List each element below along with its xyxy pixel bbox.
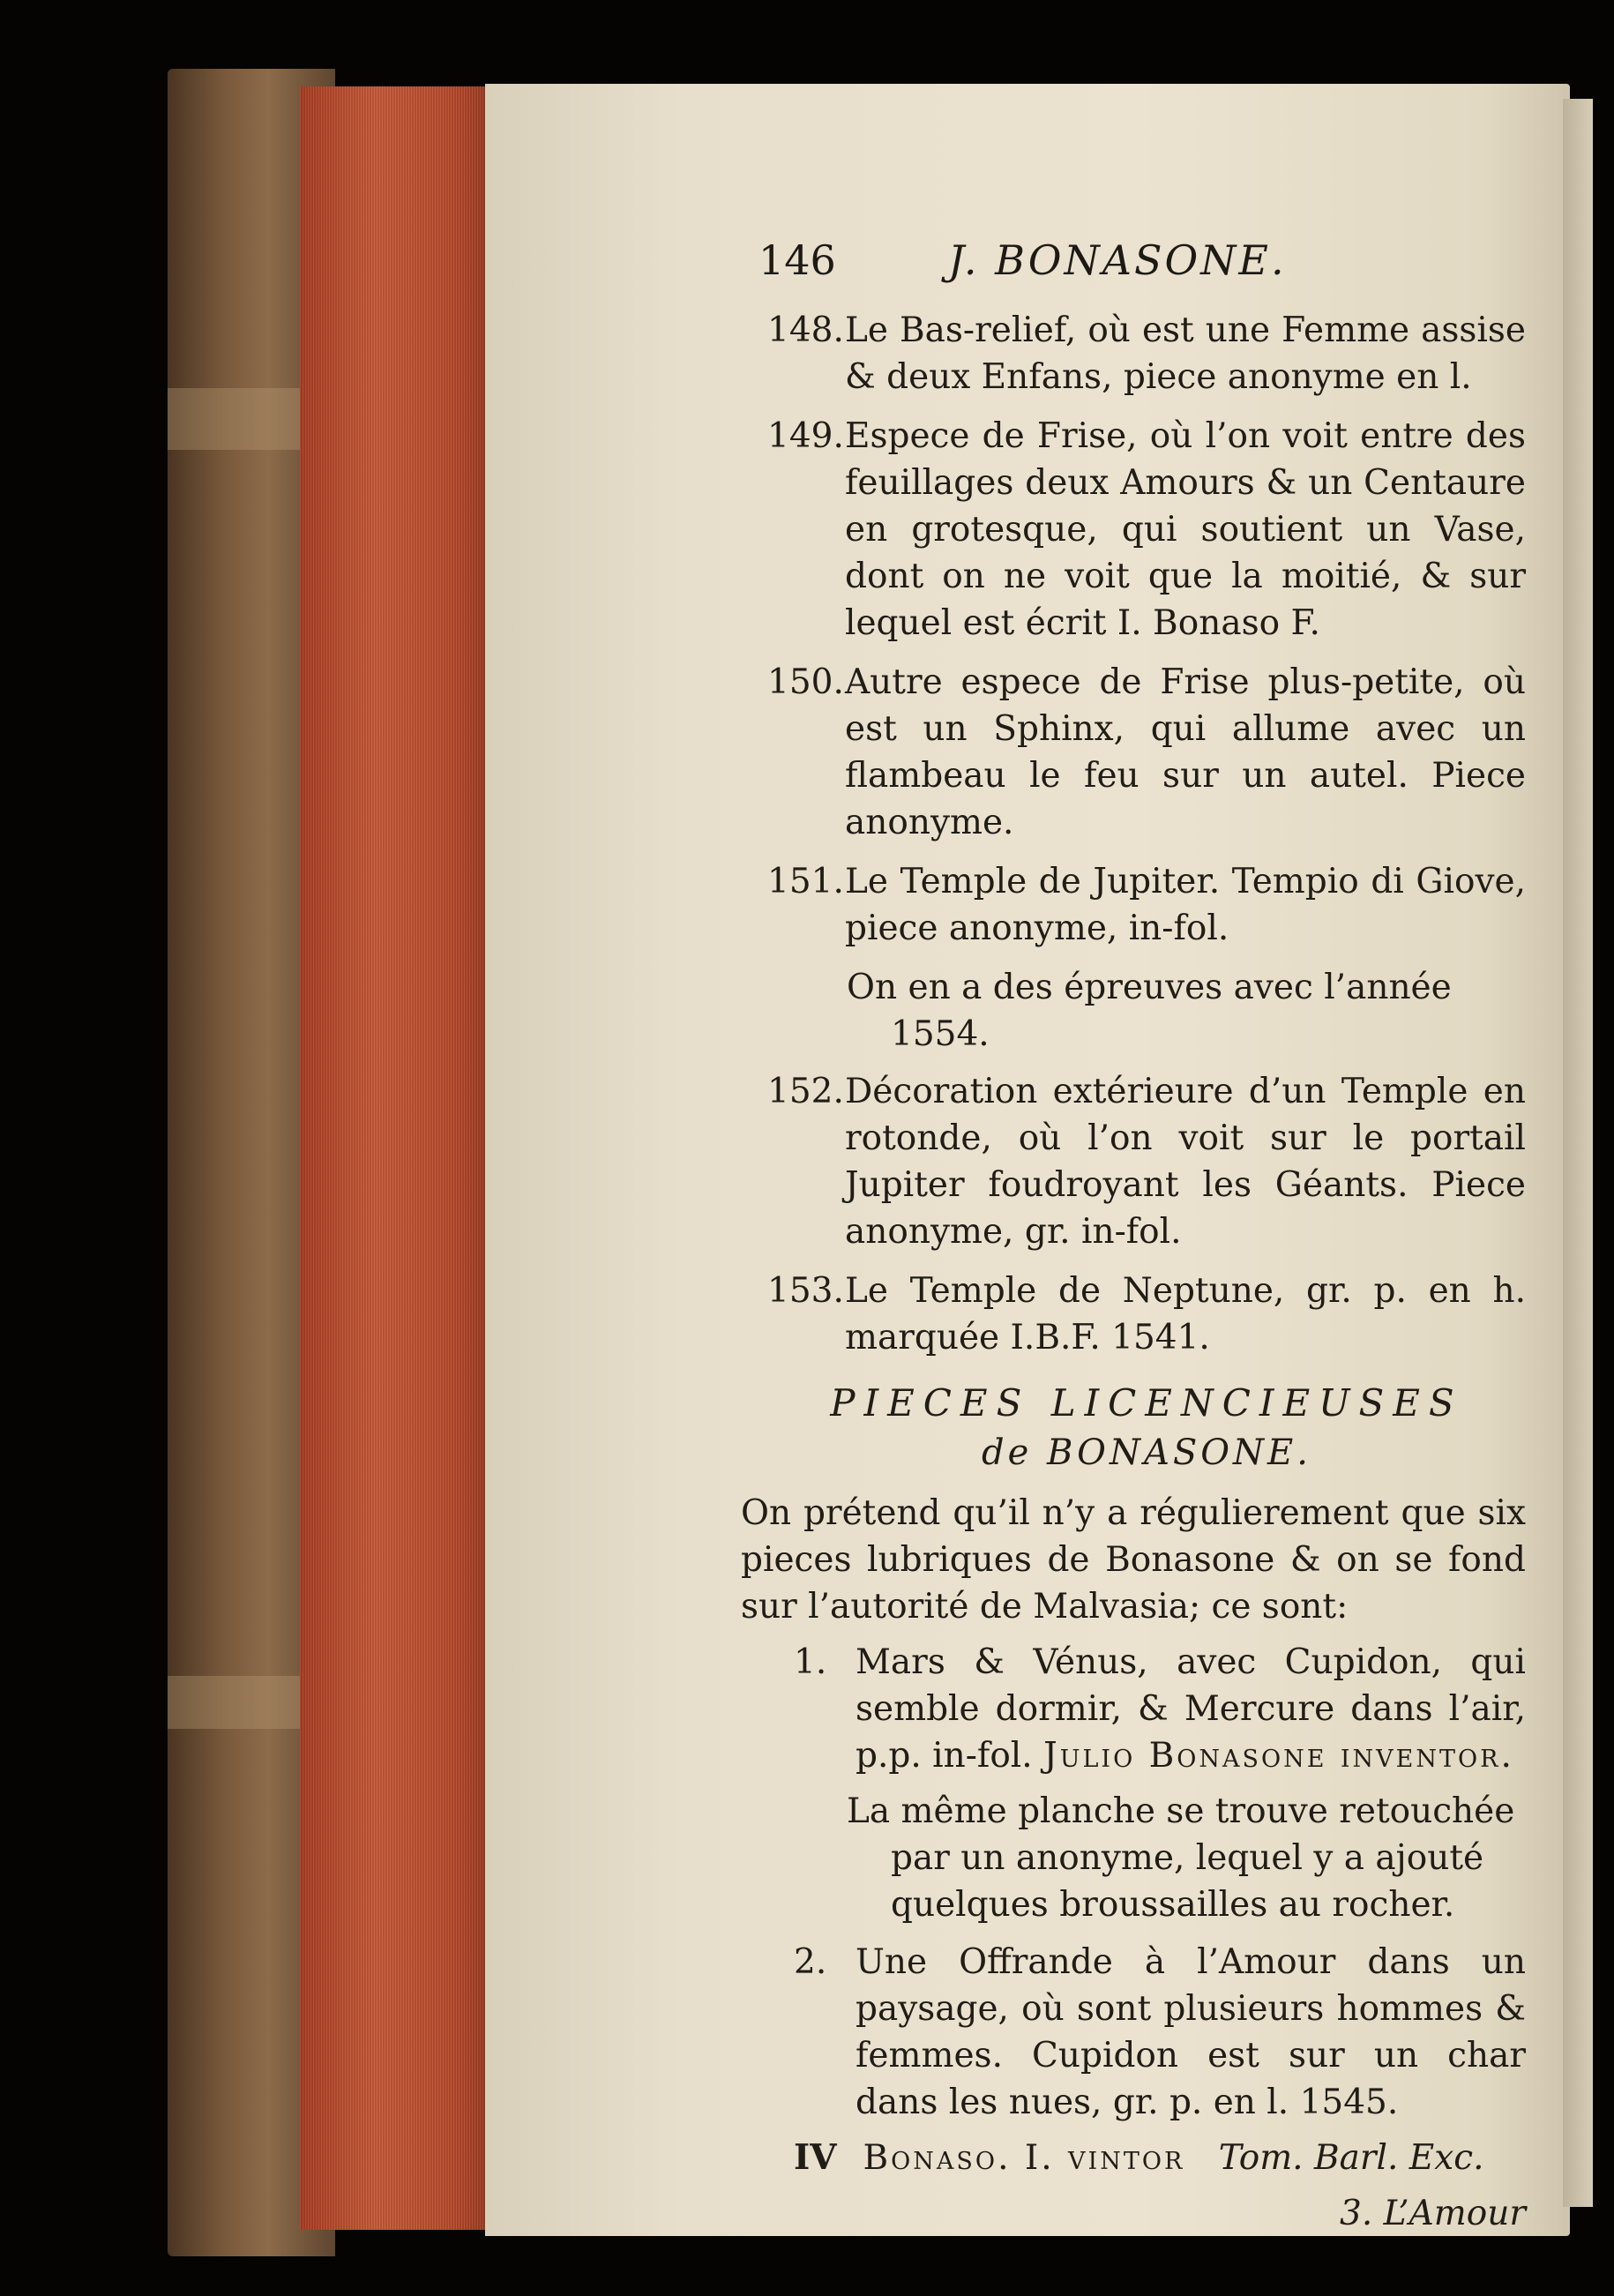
entry-number: 148. bbox=[767, 310, 844, 350]
entry-text: Décoration extérieure d’un Temple en rotonde, où l’on voit sur le portail Jupiter foudroyant les Géants. Piece anonyme, gr. in-fol. bbox=[845, 1072, 1526, 1252]
entry-number: 151. bbox=[767, 862, 844, 901]
page-text bbox=[741, 307, 1526, 2243]
catalog-entry bbox=[767, 307, 1526, 400]
entry-number: 149. bbox=[767, 416, 844, 456]
catalog-entry bbox=[767, 1068, 1526, 1255]
item-caps-inscription: Bonaso. I. vintor bbox=[863, 2138, 1185, 2178]
page-footer bbox=[767, 2190, 1526, 2243]
item-caps-inscription: Julio Bonasone inventor. bbox=[1043, 1736, 1514, 1776]
section-subtitle: de BONASONE. bbox=[982, 1432, 1311, 1473]
entry-number: 150. bbox=[767, 662, 844, 702]
entry-note: On en a des épreuves avec l’année 1554. bbox=[847, 968, 1452, 1054]
entry-number: 152. bbox=[767, 1072, 844, 1111]
catalog-entry bbox=[767, 858, 1526, 952]
list-item bbox=[767, 1639, 1526, 1779]
catalog-entry bbox=[767, 413, 1526, 647]
item-text: Mars & Vénus, avec Cupidon, qui semble dormir, & Mercure dans l’air, p.p. in-fol. bbox=[856, 1642, 1526, 1776]
list-item bbox=[767, 1939, 1526, 2126]
section-intro: On prétend qu’il n’y a régulierement que six pieces lubriques de Bonasone & on se fond sur l’autorité de Malvasia; ce sont: bbox=[741, 1493, 1526, 1627]
inscription-line bbox=[767, 2135, 1526, 2181]
entry-text: Le Bas-relief, où est une Femme assise & deux Enfans, piece anonyme en l. bbox=[845, 310, 1526, 397]
monogram: IV bbox=[794, 2137, 837, 2178]
red-page-edge bbox=[300, 86, 489, 2230]
folio-number: 146 bbox=[758, 236, 836, 284]
catchword: 3. L’Amour bbox=[1340, 2194, 1526, 2233]
section-title: PIECES LICENCIEUSES bbox=[830, 1381, 1463, 1425]
catalog-entry bbox=[767, 659, 1526, 846]
entry-text: Espece de Frise, où l’on voit entre des feuillages deux Amours & un Centaure en grotesque, qui soutient un Vase, dont on ne voit que la moitié, & sur lequel est écrit I. Bonaso F. bbox=[845, 416, 1526, 643]
entry-number: 153. bbox=[767, 1271, 844, 1311]
item-note: La même planche se trouve retouchée par un anonyme, lequel y a ajouté quelques broussailles au rocher. bbox=[847, 1791, 1515, 1925]
entry-text: Autre espece de Frise plus-petite, où est un Sphinx, qui allume avec un flambeau le feu sur un autel. Piece anonyme. bbox=[845, 662, 1526, 842]
page-header bbox=[758, 236, 1429, 289]
publisher-inscription: Tom. Barl. Exc. bbox=[1218, 2138, 1484, 2178]
item-text: Une Offrande à l’Amour dans un paysage, où sont plusieurs hommes & femmes. Cupidon est sur un char dans les nues, gr. p. en l. 1545. bbox=[856, 1942, 1526, 2122]
running-title: J. BONASONE. bbox=[948, 236, 1287, 284]
next-page-edge bbox=[1563, 99, 1593, 2207]
catalog-entry bbox=[767, 1268, 1526, 1361]
item-number: 2. bbox=[794, 1942, 827, 1982]
entry-text: Le Temple de Jupiter. Tempio di Giove, piece anonyme, in-fol. bbox=[845, 862, 1526, 948]
item-number: 1. bbox=[794, 1642, 827, 1682]
entry-text: Le Temple de Neptune, gr. p. en h. marquée I.B.F. 1541. bbox=[845, 1271, 1526, 1357]
